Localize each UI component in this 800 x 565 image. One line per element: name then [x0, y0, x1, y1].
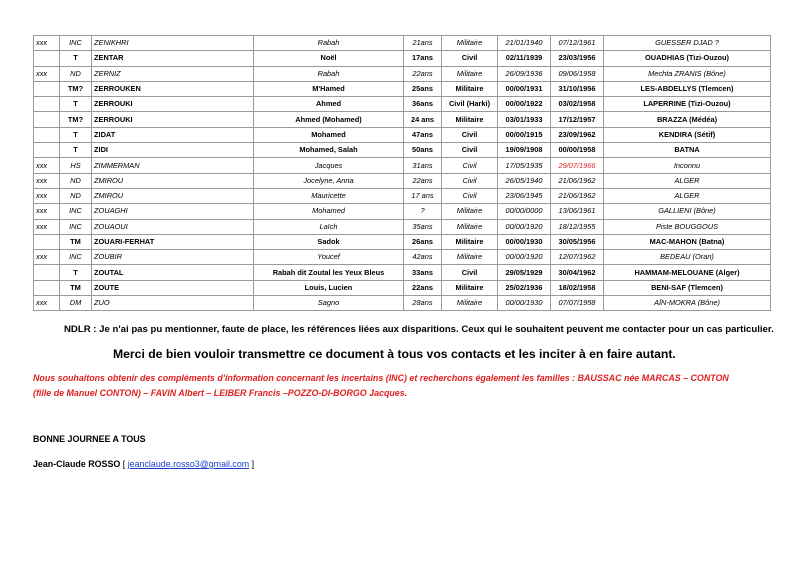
table-row — [34, 265, 771, 280]
cell-first-name: Rabah dit Zoutal les Yeux Bleus — [254, 265, 404, 280]
cell-surname: ZUO — [92, 296, 254, 311]
cell-first-name: M'Hamed — [254, 81, 404, 96]
victims-table — [33, 35, 771, 311]
cell-surname: ZMIROU — [92, 188, 254, 203]
cell-status-mark: xxx — [34, 188, 60, 203]
table-row — [34, 204, 771, 219]
cell-event-date: 18/02/1958 — [551, 280, 604, 295]
cell-status-mark: xxx — [34, 204, 60, 219]
cell-surname: ZERROUKEN — [92, 81, 254, 96]
cell-status-type: Militaire — [442, 204, 498, 219]
cell-event-date: 21/06/1962 — [551, 173, 604, 188]
table-row — [34, 296, 771, 311]
cell-age: 22ans — [404, 280, 442, 295]
cell-category: ND — [60, 66, 92, 81]
table-row — [34, 97, 771, 112]
cell-surname: ZIDAT — [92, 127, 254, 142]
cell-category: T — [60, 97, 92, 112]
cell-age: 35ans — [404, 219, 442, 234]
cell-category: T — [60, 127, 92, 142]
cell-event-date: 30/05/1956 — [551, 234, 604, 249]
cell-event-date: 29/07/1966 — [551, 158, 604, 173]
cell-category: T — [60, 143, 92, 158]
cell-location: BENI-SAF (Tlemcen) — [604, 280, 771, 295]
cell-event-date: 30/04/1962 — [551, 265, 604, 280]
cell-first-name: Laïch — [254, 219, 404, 234]
cell-location: KENDIRA (Sétif) — [604, 127, 771, 142]
cell-category: TM — [60, 234, 92, 249]
cell-age: 28ans — [404, 296, 442, 311]
cell-location: LAPERRINE (Tizi-Ouzou) — [604, 97, 771, 112]
cell-category: HS — [60, 158, 92, 173]
cell-event-date: 21/06/1962 — [551, 188, 604, 203]
cell-status-type: Militaire — [442, 219, 498, 234]
cell-category: INC — [60, 204, 92, 219]
cell-category: INC — [60, 219, 92, 234]
cell-age: 36ans — [404, 97, 442, 112]
table-row — [34, 188, 771, 203]
cell-age: ? — [404, 204, 442, 219]
cell-status-mark — [34, 234, 60, 249]
cell-status-mark — [34, 127, 60, 142]
cell-event-date: 23/09/1962 — [551, 127, 604, 142]
cell-status-mark — [34, 280, 60, 295]
cell-birth-date: 21/01/1940 — [498, 36, 551, 51]
table-row — [34, 36, 771, 51]
cell-first-name: Youcef — [254, 250, 404, 265]
cell-status-type: Civil (Harki) — [442, 97, 498, 112]
cell-surname: ZOUARI-FERHAT — [92, 234, 254, 249]
cell-first-name: Louis, Lucien — [254, 280, 404, 295]
cell-event-date: 23/03/1956 — [551, 51, 604, 66]
cell-birth-date: 00/00/1920 — [498, 219, 551, 234]
cell-location: HAMMAM-MELOUANE (Alger) — [604, 265, 771, 280]
cell-status-type: Civil — [442, 173, 498, 188]
cell-first-name: Ahmed (Mohamed) — [254, 112, 404, 127]
cell-event-date: 03/02/1958 — [551, 97, 604, 112]
cell-birth-date: 02/11/1939 — [498, 51, 551, 66]
cell-surname: ZOUTE — [92, 280, 254, 295]
cell-birth-date: 00/00/1920 — [498, 250, 551, 265]
cell-status-mark — [34, 265, 60, 280]
cell-status-type: Civil — [442, 143, 498, 158]
bracket-close: ] — [249, 459, 255, 469]
cell-location: OUADHIAS (Tizi-Ouzou) — [604, 51, 771, 66]
cell-birth-date: 26/05/1940 — [498, 173, 551, 188]
cell-surname: ZENTAR — [92, 51, 254, 66]
cell-category: TM — [60, 280, 92, 295]
cell-birth-date: 19/09/1908 — [498, 143, 551, 158]
merci-message: Merci de bien vouloir transmettre ce document à tous vos contacts et les inciter à en faire autant. — [113, 347, 676, 361]
cell-status-type: Civil — [442, 127, 498, 142]
table-row — [34, 66, 771, 81]
table-row — [34, 219, 771, 234]
cell-status-mark: xxx — [34, 158, 60, 173]
cell-age: 24 ans — [404, 112, 442, 127]
cell-location: LES-ABDELLYS (Tlemcen) — [604, 81, 771, 96]
cell-category: TM? — [60, 112, 92, 127]
cell-birth-date: 23/06/1945 — [498, 188, 551, 203]
cell-age: 22ans — [404, 173, 442, 188]
cell-status-type: Civil — [442, 265, 498, 280]
cell-birth-date: 00/00/0000 — [498, 204, 551, 219]
cell-status-mark: xxx — [34, 173, 60, 188]
cell-event-date: 09/06/1958 — [551, 66, 604, 81]
cell-birth-date: 00/00/1931 — [498, 81, 551, 96]
cell-surname: ZERROUKI — [92, 112, 254, 127]
table-row — [34, 234, 771, 249]
cell-location: AÏN-MOKRA (Bône) — [604, 296, 771, 311]
cell-birth-date: 00/00/1922 — [498, 97, 551, 112]
bracket-open: [ — [120, 459, 128, 469]
cell-first-name: Rabah — [254, 36, 404, 51]
cell-age: 50ans — [404, 143, 442, 158]
table-row — [34, 51, 771, 66]
cell-age: 17ans — [404, 51, 442, 66]
table-row — [34, 112, 771, 127]
cell-event-date: 13/06/1961 — [551, 204, 604, 219]
table-row — [34, 280, 771, 295]
cell-location: Piste BOUGGOUS — [604, 219, 771, 234]
cell-surname: ZENIKHRI — [92, 36, 254, 51]
cell-status-mark: xxx — [34, 219, 60, 234]
cell-age: 25ans — [404, 81, 442, 96]
cell-age: 22ans — [404, 66, 442, 81]
email-link[interactable]: jeanclaude.rosso3@gmail.com — [127, 459, 250, 469]
cell-location: BRAZZA (Médéa) — [604, 112, 771, 127]
cell-location: BATNA — [604, 143, 771, 158]
cell-status-mark: xxx — [34, 36, 60, 51]
table-row — [34, 81, 771, 96]
cell-age: 33ans — [404, 265, 442, 280]
farewell: BONNE JOURNEE A TOUS — [33, 434, 146, 444]
cell-birth-date: 00/00/1915 — [498, 127, 551, 142]
cell-category: ND — [60, 188, 92, 203]
request-line-2: (fille de Manuel CONTON) – FAVIN Albert – LEIBER Francis –POZZO-DI-BORGO Jacques. — [33, 388, 408, 398]
cell-status-type: Civil — [442, 188, 498, 203]
cell-age: 47ans — [404, 127, 442, 142]
cell-status-mark — [34, 143, 60, 158]
cell-status-type: Civil — [442, 158, 498, 173]
cell-birth-date: 29/05/1929 — [498, 265, 551, 280]
table-body — [34, 36, 771, 311]
cell-location: ALGER — [604, 173, 771, 188]
cell-birth-date: 00/00/1930 — [498, 234, 551, 249]
table-row — [34, 143, 771, 158]
cell-location: GALLIENI (Bône) — [604, 204, 771, 219]
cell-birth-date: 03/01/1933 — [498, 112, 551, 127]
cell-age: 31ans — [404, 158, 442, 173]
author-name: Jean-Claude ROSSO — [33, 459, 121, 469]
cell-surname: ZERNIZ — [92, 66, 254, 81]
cell-first-name: Mohamed, Salah — [254, 143, 404, 158]
cell-status-type: Militaire — [442, 280, 498, 295]
cell-surname: ZIDI — [92, 143, 254, 158]
cell-first-name: Jocelyne, Anna — [254, 173, 404, 188]
cell-category: T — [60, 51, 92, 66]
cell-status-type: Militaire — [442, 66, 498, 81]
cell-location: Inconnu — [604, 158, 771, 173]
cell-first-name: Noël — [254, 51, 404, 66]
cell-event-date: 12/07/1962 — [551, 250, 604, 265]
cell-status-type: Militaire — [442, 81, 498, 96]
cell-location: ALGER — [604, 188, 771, 203]
cell-location: BEDEAU (Oran) — [604, 250, 771, 265]
cell-birth-date: 17/05/1935 — [498, 158, 551, 173]
cell-category: TM? — [60, 81, 92, 96]
cell-event-date: 17/12/1957 — [551, 112, 604, 127]
cell-surname: ZOUAGHI — [92, 204, 254, 219]
cell-first-name: Mohamed — [254, 127, 404, 142]
cell-status-type: Militaire — [442, 296, 498, 311]
request-line-1: Nous souhaitons obtenir des compléments d'information concernant les incertains (INC) et recherchons également les familles : BAUSSAC née MARCAS – CONTON — [33, 373, 729, 383]
cell-surname: ZOUAOUI — [92, 219, 254, 234]
cell-status-mark: xxx — [34, 296, 60, 311]
cell-status-type: Militaire — [442, 112, 498, 127]
cell-event-date: 31/10/1956 — [551, 81, 604, 96]
ndlr-note: NDLR : Je n'ai pas pu mentionner, faute de place, les références liées aux disparitions. Ceux qui le souhaitent peuvent me contacter pour un cas particulier. — [64, 324, 774, 335]
cell-first-name: Rabah — [254, 66, 404, 81]
cell-surname: ZIMMERMAN — [92, 158, 254, 173]
cell-status-mark — [34, 112, 60, 127]
signature — [33, 459, 254, 469]
cell-surname: ZERROUKI — [92, 97, 254, 112]
cell-status-mark — [34, 97, 60, 112]
cell-location: MAC-MAHON (Batna) — [604, 234, 771, 249]
cell-category: INC — [60, 250, 92, 265]
table-row — [34, 158, 771, 173]
cell-category: ND — [60, 173, 92, 188]
cell-event-date: 07/12/1961 — [551, 36, 604, 51]
cell-status-mark: xxx — [34, 250, 60, 265]
cell-birth-date: 00/00/1930 — [498, 296, 551, 311]
table-row — [34, 173, 771, 188]
cell-age: 26ans — [404, 234, 442, 249]
cell-event-date: 07/07/1958 — [551, 296, 604, 311]
cell-location: GUESSER DJAD ? — [604, 36, 771, 51]
cell-status-type: Militaire — [442, 250, 498, 265]
cell-first-name: Mohamed — [254, 204, 404, 219]
cell-category: INC — [60, 36, 92, 51]
cell-category: DM — [60, 296, 92, 311]
cell-surname: ZOUBIR — [92, 250, 254, 265]
cell-status-type: Militaire — [442, 36, 498, 51]
cell-category: T — [60, 265, 92, 280]
cell-first-name: Sagno — [254, 296, 404, 311]
cell-age: 21ans — [404, 36, 442, 51]
cell-status-mark — [34, 51, 60, 66]
cell-status-mark — [34, 81, 60, 96]
cell-birth-date: 26/09/1936 — [498, 66, 551, 81]
cell-age: 17 ans — [404, 188, 442, 203]
cell-status-type: Civil — [442, 51, 498, 66]
cell-age: 42ans — [404, 250, 442, 265]
cell-event-date: 18/12/1955 — [551, 219, 604, 234]
table-row — [34, 250, 771, 265]
cell-surname: ZOUTAL — [92, 265, 254, 280]
cell-status-mark: xxx — [34, 66, 60, 81]
table-row — [34, 127, 771, 142]
cell-first-name: Ahmed — [254, 97, 404, 112]
cell-location: Mechta ZRANIS (Bône) — [604, 66, 771, 81]
cell-birth-date: 25/02/1936 — [498, 280, 551, 295]
cell-first-name: Sadok — [254, 234, 404, 249]
cell-first-name: Jacques — [254, 158, 404, 173]
cell-first-name: Mauricette — [254, 188, 404, 203]
cell-surname: ZMIROU — [92, 173, 254, 188]
cell-status-type: Militaire — [442, 234, 498, 249]
cell-event-date: 00/00/1958 — [551, 143, 604, 158]
